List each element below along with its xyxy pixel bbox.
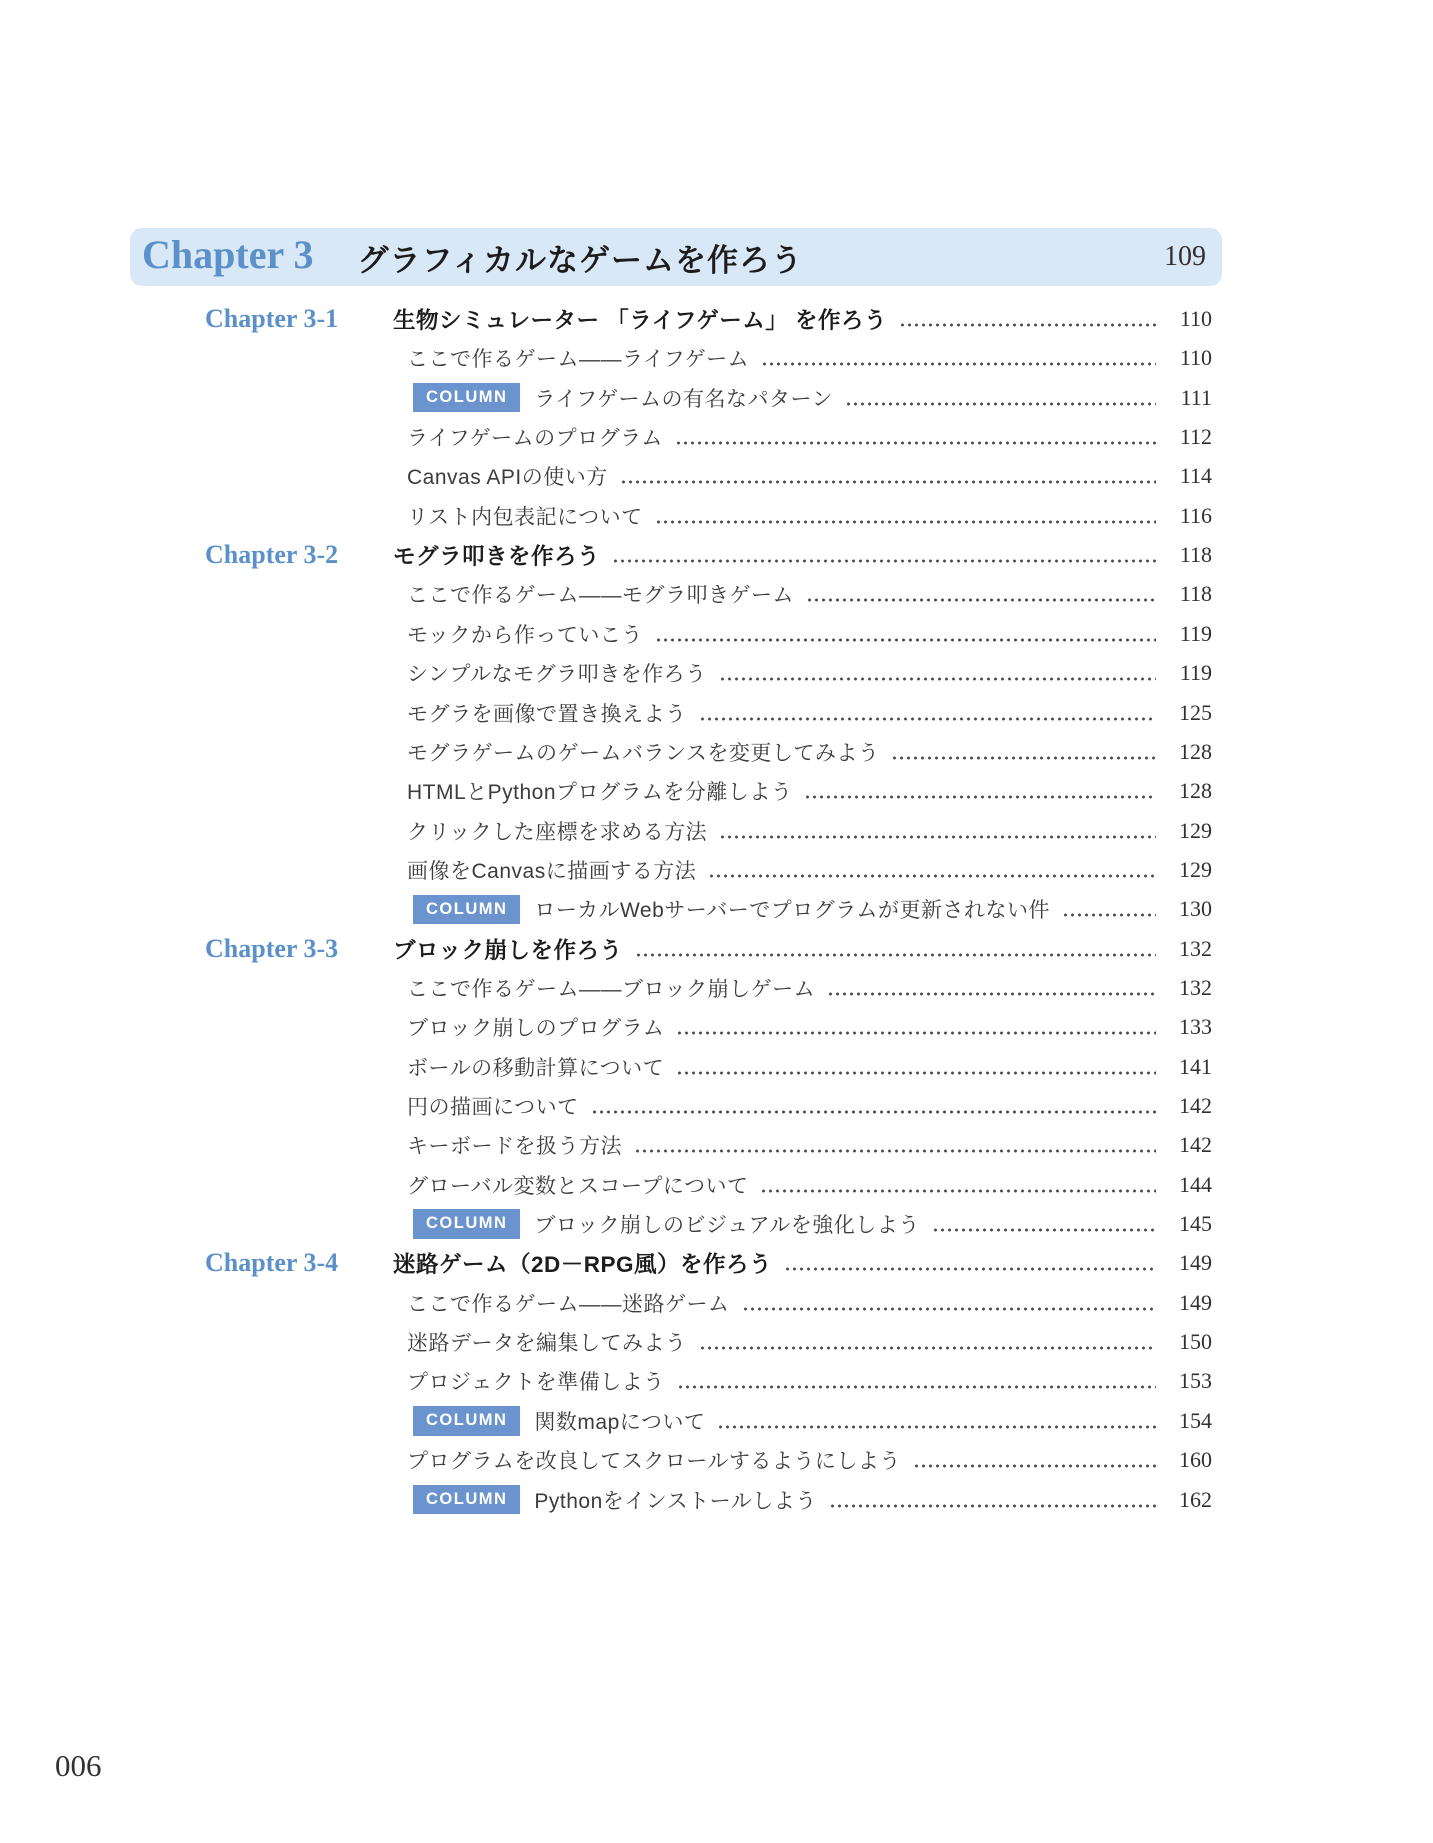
- toc-entry-page: 112: [1179, 424, 1212, 450]
- dot-leader: [620, 478, 1156, 486]
- toc-entry-page: 129: [1179, 856, 1212, 882]
- chapter-page-number: 109: [1164, 241, 1206, 272]
- toc-entry-page: 160: [1179, 1447, 1212, 1473]
- toc-row: [205, 456, 1212, 496]
- toc-entry-page: 142: [1179, 1132, 1212, 1158]
- toc-row: [205, 1204, 1212, 1244]
- toc-entry-page: 145: [1179, 1211, 1212, 1237]
- toc-entry-page: 133: [1179, 1014, 1212, 1040]
- toc-entry-page: 128: [1179, 778, 1212, 804]
- toc-entry-page: 116: [1179, 502, 1212, 528]
- dot-leader: [845, 400, 1156, 408]
- toc-row: [205, 1086, 1212, 1126]
- toc-entry-title: モグラゲームのゲームバランスを変更してみよう: [407, 741, 880, 765]
- dot-leader: [699, 1344, 1157, 1352]
- toc-entry-page: 118: [1179, 581, 1212, 607]
- dot-leader: [932, 1226, 1156, 1234]
- dot-leader: [677, 1383, 1156, 1391]
- toc-entry-page: 129: [1179, 817, 1212, 843]
- dot-leader: [806, 596, 1156, 604]
- toc-row: [205, 1243, 1212, 1283]
- toc-entry-title: ライフゲームのプログラム: [407, 427, 663, 451]
- dot-leader: [612, 557, 1156, 565]
- column-badge: COLUMN: [413, 895, 520, 925]
- toc-entry-title: ローカルWebサーバーでプログラムが更新されない件: [534, 899, 1051, 923]
- toc-section-label: Chapter 3-4: [205, 1248, 339, 1278]
- dot-leader: [913, 1462, 1156, 1470]
- dot-leader: [634, 1147, 1156, 1155]
- dot-leader: [899, 321, 1156, 329]
- dot-leader: [708, 872, 1156, 880]
- dot-leader: [784, 1265, 1156, 1273]
- toc-entry-page: 132: [1179, 935, 1212, 961]
- toc-entry-page: 125: [1179, 699, 1212, 725]
- dot-leader: [760, 1187, 1156, 1195]
- toc-row: [205, 1440, 1212, 1480]
- toc-entry-title: ここで作るゲーム――ブロック崩しゲーム: [407, 977, 816, 1001]
- toc-entry-page: 110: [1179, 306, 1212, 331]
- toc-row: [205, 693, 1212, 733]
- dot-leader: [655, 518, 1156, 526]
- dot-leader: [591, 1108, 1156, 1116]
- chapter-title: グラフィカルなゲームを作ろう: [357, 242, 804, 278]
- dot-leader: [719, 675, 1156, 683]
- toc-row: [205, 771, 1212, 811]
- dot-leader: [1062, 911, 1156, 919]
- toc-entry-title: ここで作るゲーム――ライフゲーム: [407, 348, 750, 372]
- toc-row: [205, 850, 1212, 890]
- toc-row: [205, 299, 1212, 339]
- toc-entry-title: Pythonをインストールしよう: [534, 1489, 817, 1513]
- dot-leader: [675, 439, 1156, 447]
- toc-row: [205, 1361, 1212, 1401]
- toc-entry-page: 162: [1179, 1486, 1212, 1512]
- toc-row: [205, 378, 1212, 418]
- footer-page-number: 006: [55, 1748, 102, 1783]
- toc-row: [205, 1401, 1212, 1441]
- toc-entry-title: 画像をCanvasに描画する方法: [407, 859, 697, 883]
- dot-leader: [742, 1305, 1157, 1313]
- toc-entry-title: ブロック崩しのビジュアルを強化しよう: [534, 1214, 920, 1238]
- toc-entry-title: モグラ叩きを作ろう: [393, 544, 601, 570]
- toc-entry-page: 130: [1179, 896, 1212, 922]
- toc-row: [205, 338, 1212, 378]
- toc-row: [205, 535, 1212, 575]
- toc-entry-title: 迷路データを編集してみよう: [407, 1332, 687, 1356]
- toc-row: [205, 1047, 1212, 1087]
- column-badge: COLUMN: [413, 383, 520, 413]
- toc-entry-title: ボールの移動計算について: [407, 1056, 665, 1080]
- toc-section-label: Chapter 3-2: [205, 540, 339, 570]
- toc-entry-page: 142: [1179, 1093, 1212, 1118]
- dot-leader: [719, 833, 1156, 841]
- toc-entry-page: 110: [1179, 345, 1212, 371]
- toc-entry-page: 118: [1179, 542, 1212, 568]
- toc-row: [205, 889, 1212, 929]
- toc-entry-page: 128: [1179, 738, 1212, 764]
- toc-entry-title: プログラムを改良してスクロールするようにしよう: [407, 1450, 901, 1474]
- toc-entry-title: シンプルなモグラ叩きを作ろう: [407, 663, 707, 687]
- dot-leader: [829, 1502, 1156, 1510]
- toc-row: [205, 968, 1212, 1008]
- toc-entry-page: 119: [1179, 620, 1212, 646]
- dot-leader: [891, 754, 1156, 762]
- toc-entry-title: クリックした座標を求める方法: [407, 820, 708, 844]
- toc-list: [205, 0, 1212, 1843]
- toc-entry-title: ライフゲームの有名なパターン: [534, 387, 834, 411]
- dot-leader: [827, 990, 1156, 998]
- toc-row: [205, 574, 1212, 614]
- toc-section-label: Chapter 3-1: [205, 304, 339, 333]
- dot-leader: [717, 1423, 1156, 1431]
- toc-row: [205, 653, 1212, 693]
- toc-section-label: Chapter 3-3: [205, 933, 339, 963]
- toc-entry-page: 153: [1179, 1368, 1212, 1394]
- toc-entry-title: リスト内包表記について: [407, 505, 643, 529]
- toc-entry-title: キーボードを扱う方法: [407, 1135, 622, 1159]
- toc-entry-title: モックから作っていこう: [407, 623, 643, 647]
- toc-entry-page: 149: [1179, 1289, 1212, 1315]
- toc-entry-title: モグラを画像で置き換えよう: [407, 702, 687, 726]
- dot-leader: [676, 1029, 1156, 1037]
- column-badge: COLUMN: [413, 1406, 520, 1436]
- toc-row: [205, 929, 1212, 969]
- toc-entry-title: 関数mapについて: [534, 1410, 706, 1434]
- toc-entry-title: ブロック崩しを作ろう: [393, 937, 623, 963]
- toc-entry-page: 114: [1179, 463, 1212, 489]
- dot-leader: [699, 715, 1157, 723]
- toc-entry-page: 132: [1179, 974, 1212, 1000]
- toc-row: [205, 1165, 1212, 1205]
- toc-entry-title: ここで作るゲーム――モグラ叩きゲーム: [407, 584, 794, 608]
- toc-entry-title: 円の描画について: [407, 1096, 579, 1119]
- dot-leader: [804, 793, 1156, 801]
- dot-leader: [655, 636, 1156, 644]
- toc-entry-title: グローバル変数とスコープについて: [407, 1174, 749, 1198]
- toc-entry-page: 141: [1179, 1053, 1212, 1079]
- chapter-label: Chapter 3: [142, 232, 314, 277]
- toc-entry-title: 生物シミュレーター 「ライフゲーム」 を作ろう: [393, 308, 888, 333]
- toc-entry-page: 150: [1179, 1329, 1212, 1355]
- toc-row: [205, 811, 1212, 851]
- toc-entry-page: 149: [1179, 1250, 1212, 1276]
- toc-entry-title: Canvas APIの使い方: [407, 466, 608, 490]
- toc-entry-title: HTMLとPythonプログラムを分離しよう: [407, 781, 793, 805]
- toc-entry-page: 119: [1179, 660, 1212, 686]
- toc-entry-title: 迷路ゲーム（2D－RPG風）を作ろう: [393, 1252, 773, 1278]
- toc-entry-title: ブロック崩しのプログラム: [407, 1017, 665, 1041]
- toc-row: [205, 496, 1212, 536]
- toc-row: [205, 1480, 1212, 1520]
- toc-row: [205, 1322, 1212, 1362]
- dot-leader: [635, 951, 1156, 959]
- dot-leader: [761, 360, 1156, 368]
- toc-row: [205, 417, 1212, 457]
- toc-row: [205, 1283, 1212, 1323]
- toc-entry-page: 144: [1179, 1171, 1212, 1197]
- toc-entry-title: プロジェクトを準備しよう: [407, 1371, 665, 1395]
- toc-row: [205, 732, 1212, 772]
- toc-row: [205, 1125, 1212, 1165]
- toc-entry-page: 154: [1179, 1407, 1212, 1433]
- toc-entry-page: 111: [1180, 384, 1212, 410]
- column-badge: COLUMN: [413, 1485, 520, 1515]
- toc-entry-title: ここで作るゲーム――迷路ゲーム: [407, 1292, 730, 1316]
- toc-row: [205, 614, 1212, 654]
- toc-row: [205, 1007, 1212, 1047]
- column-badge: COLUMN: [413, 1209, 520, 1239]
- dot-leader: [676, 1069, 1156, 1077]
